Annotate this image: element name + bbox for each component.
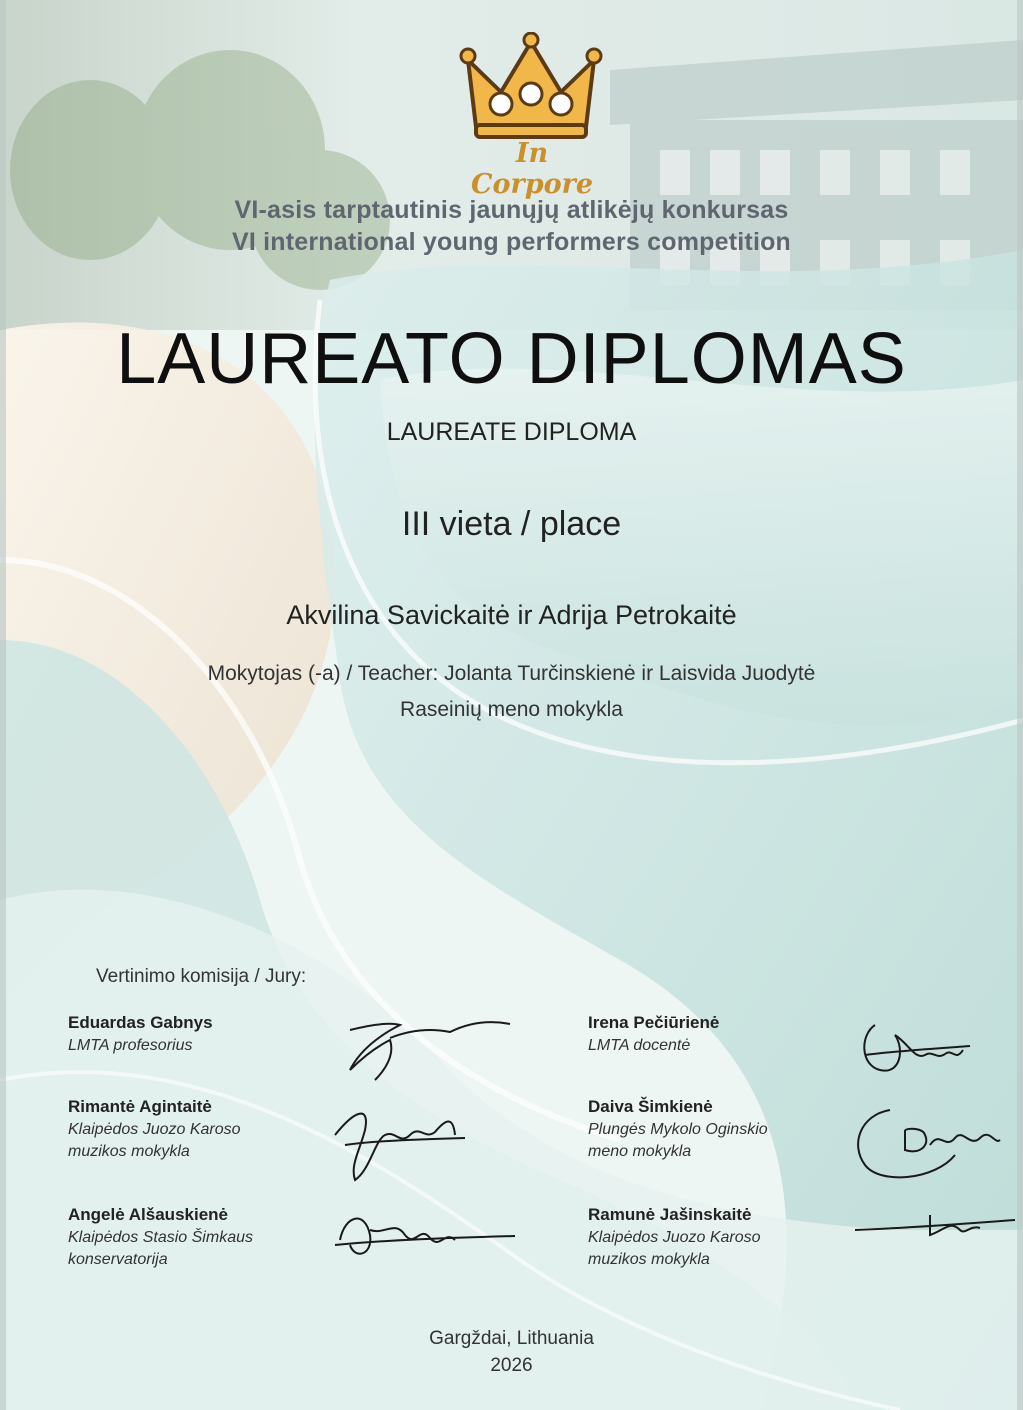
jury-member-role: Klaipėdos Juozo Karoso — [68, 1121, 241, 1138]
competition-title-lt: VI-asis tarptautinis jaunųjų atlikėjų konkursas — [234, 196, 789, 224]
signature-alsauskiene — [325, 1200, 525, 1270]
jury-member-role: meno mokykla — [588, 1143, 692, 1160]
teacher-line: Mokytojas (-a) / Teacher: Jolanta Turčinskienė ir Laisvida Juodytė — [207, 662, 816, 685]
jury-member-name: Daiva Šimkienė — [588, 1097, 713, 1116]
jury-member-name: Eduardas Gabnys — [68, 1013, 213, 1032]
jury-member — [68, 1205, 368, 1271]
jury-member-role: Plungės Mykolo Oginskio — [588, 1121, 768, 1138]
jury-member-role: muzikos mokykla — [68, 1143, 190, 1160]
crown-logo-icon — [456, 32, 606, 152]
diploma-title: LAUREATO DIPLOMAS — [116, 319, 907, 399]
year-text: 2026 — [490, 1355, 533, 1376]
signature-jasinskaite — [850, 1200, 1020, 1250]
signature-simkiene — [845, 1100, 1005, 1190]
jury-member-name: Irena Pečiūrienė — [588, 1013, 720, 1032]
jury-member-role: Klaipėdos Juozo Karoso — [588, 1229, 761, 1246]
location-text: Gargždai, Lithuania — [429, 1328, 594, 1349]
logo-text: In Corpore — [470, 138, 593, 200]
diploma-subtitle: LAUREATE DIPLOMA — [386, 418, 637, 446]
jury-member-role: Klaipėdos Stasio Šimkaus — [68, 1229, 253, 1246]
jury-member-role: konservatorija — [68, 1251, 168, 1268]
jury-member-role: LMTA docentė — [588, 1037, 691, 1054]
jury-member — [588, 1205, 888, 1271]
jury-member — [68, 1013, 368, 1057]
competition-title-en: VI international young performers competition — [231, 228, 792, 256]
place-text: III vieta / place — [401, 505, 622, 543]
jury-member-role: muzikos mokykla — [588, 1251, 710, 1268]
jury-member — [588, 1013, 888, 1057]
jury-member — [588, 1097, 888, 1163]
school-name: Raseinių meno mokykla — [400, 698, 623, 721]
jury-member-name: Angelė Alšauskienė — [68, 1205, 228, 1224]
signature-agintaite — [325, 1090, 475, 1190]
signature-peciuriene — [855, 1010, 975, 1090]
jury-member-name: Rimantė Agintaitė — [68, 1097, 212, 1116]
jury-label: Vertinimo komisija / Jury: — [96, 966, 307, 987]
jury-member-role: LMTA profesorius — [68, 1037, 193, 1054]
signature-gabnys — [330, 1010, 520, 1085]
jury-member-name: Ramunė Jašinskaitė — [588, 1205, 752, 1224]
jury-member — [68, 1097, 368, 1163]
awardee-names: Akvilina Savickaitė ir Adrija Petrokaitė — [286, 600, 737, 630]
